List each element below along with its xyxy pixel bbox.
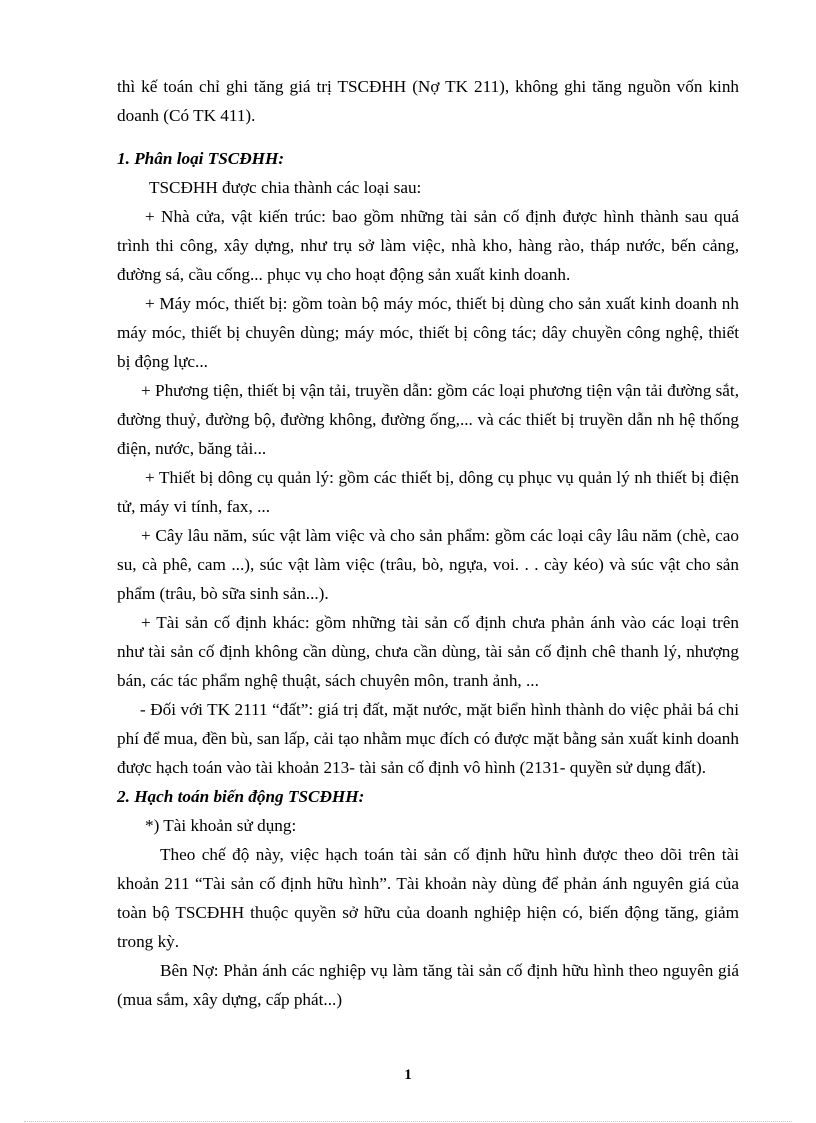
list-item-machinery: + Máy móc, thiết bị: gồm toàn bộ máy móc, thiết bị dùng cho sản xuất kinh doanh nh máy móc, thiết bị chuyên dùng; máy móc, thiết bị công tác; dây chuyền công nghệ, thiết bị động lực...	[117, 294, 739, 371]
section-2-heading: 2. Hạch toán biến động TSCĐHH:	[117, 787, 365, 806]
continuation-paragraph: thì kế toán chỉ ghi tăng giá trị TSCĐHH (Nợ TK 211), không ghi tăng nguồn vốn kinh doanh (Có TK 411).	[117, 77, 739, 125]
section-2-body: Theo chế độ này, việc hạch toán tài sản cố định hữu hình được theo dõi trên tài khoản 211 “Tài sản cố định hữu hình”. Tài khoản này dùng để phản ánh nguyên giá của toàn bộ TSCĐHH thuộc quyền sở hữu của doanh nghiệp hiện có, biến động tăng, giảm trong kỳ.	[117, 845, 739, 951]
section-2-subheading: *) Tài khoản sử dụng:	[145, 816, 297, 835]
list-item-buildings: + Nhà cửa, vật kiến trúc: bao gồm những tài sản cố định được hình thành sau quá trình thi công, xây dựng, như trụ sở làm việc, nhà kho, hàng rào, tháp nước, bến cảng, đường sá, cầu cống... phục vụ cho hoạt động sản xuất kinh doanh.	[117, 207, 739, 284]
footer-divider	[24, 1121, 792, 1122]
list-item-transport: + Phương tiện, thiết bị vận tải, truyền dẫn: gồm các loại phương tiện vận tải đường sắt, đường thuỷ, đường bộ, đường không, đường ống,... và các thiết bị truyền dẫn nh hệ thống điện, nước, băng tải...	[117, 381, 739, 458]
page-number: 1	[404, 1067, 412, 1083]
spacer	[117, 130, 739, 144]
document-page	[117, 72, 739, 1014]
list-item-tools: + Thiết bị dông cụ quản lý: gồm các thiết bị, dông cụ phục vụ quản lý nh thiết bị điện tử, máy vi tính, fax, ...	[117, 468, 739, 516]
list-item-land: - Đối với TK 2111 “đất”: giá trị đất, mặt nước, mặt biển hình thành do việc phải bá chi phí để mua, đền bù, san lấp, cải tạo nhằm mục đích có được mặt bằng sản xuất kinh doanh được hạch toán vào tài khoản 213- tài sản cố định vô hình (2131- quyền sử dụng đất).	[117, 700, 739, 777]
list-item-plants: + Cây lâu năm, súc vật làm việc và cho sản phẩm: gồm các loại cây lâu năm (chè, cao su, cà phê, cam ...), súc vật làm việc (trâu, bò, ngựa, voi. . . cày kéo) và súc vật cho sản phẩm (trâu, bò sữa sinh sản...).	[117, 526, 739, 603]
section-1-intro: TSCĐHH được chia thành các loại sau:	[149, 178, 422, 197]
list-item-other: + Tài sản cố định khác: gồm những tài sản cố định chưa phản ánh vào các loại trên như tài sản cố định không cần dùng, chưa cần dùng, tài sản cố định chê thanh lý, nhượng bán, các tác phẩm nghệ thuật, sách chuyên môn, tranh ảnh, ...	[117, 613, 739, 690]
debit-side-paragraph: Bên Nợ: Phản ánh các nghiệp vụ làm tăng tài sản cố định hữu hình theo nguyên giá (mua sắm, xây dựng, cấp phát...)	[117, 961, 739, 1009]
section-1-heading: 1. Phân loại TSCĐHH:	[117, 149, 285, 168]
